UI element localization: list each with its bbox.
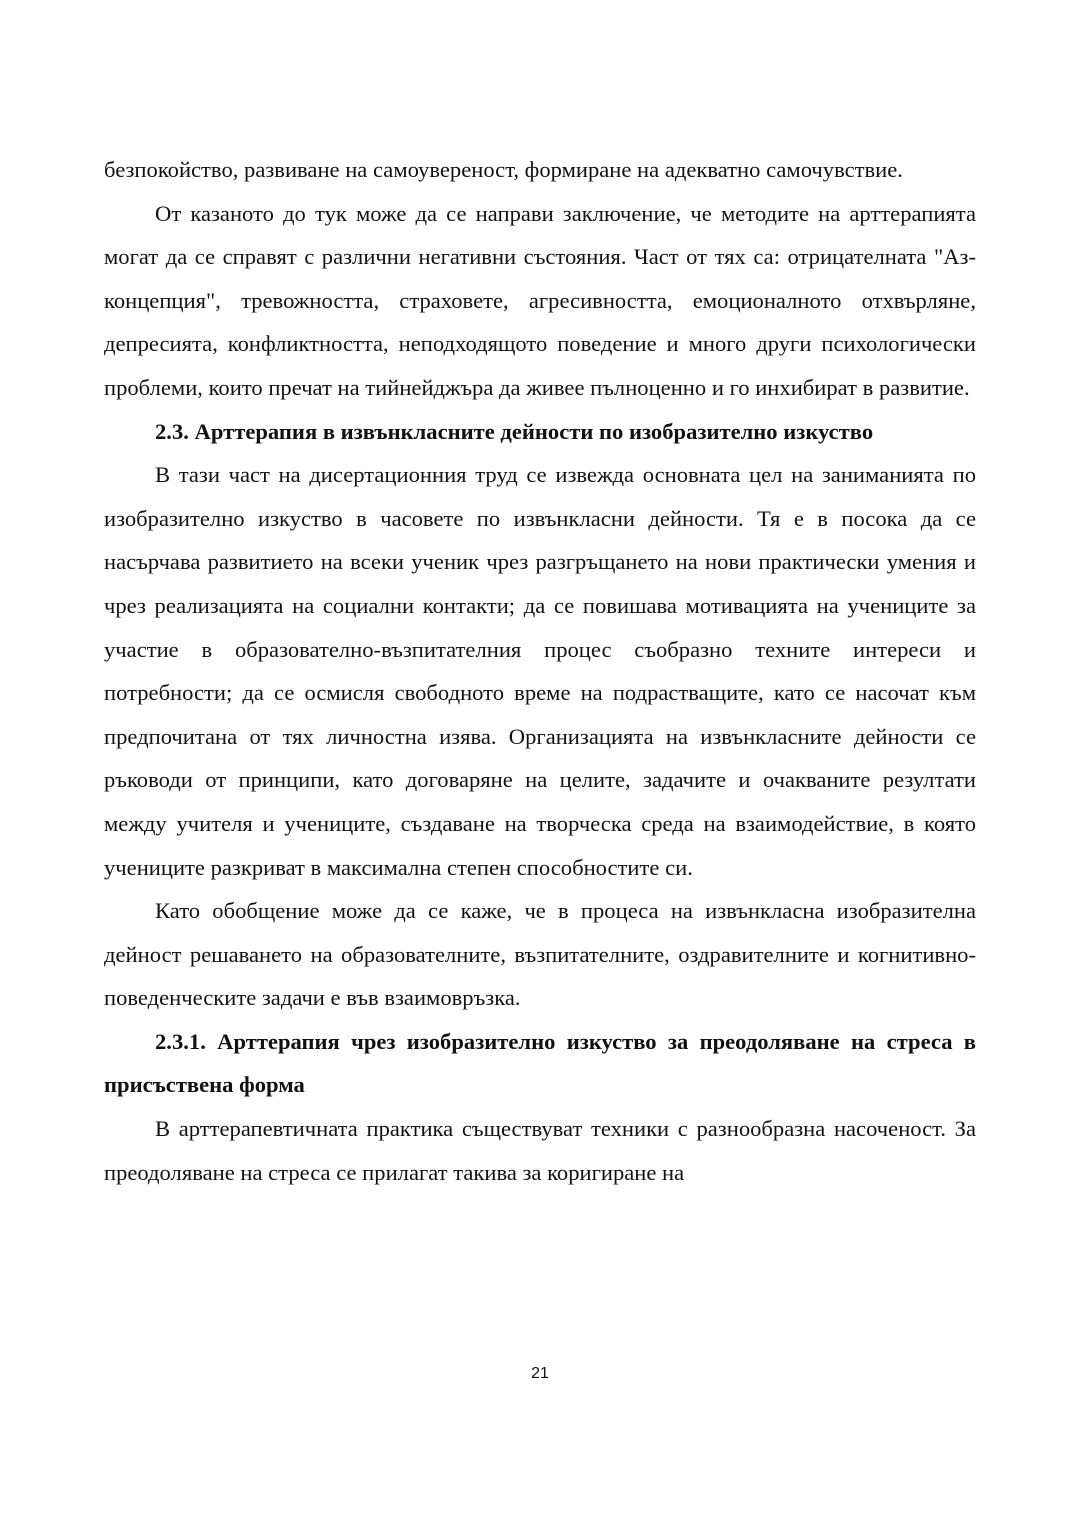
paragraph-techniques: В арттерапевтичната практика съществуват техники с разнообразна насоченост. За преодоляване на стреса се прилагат такива за коригиране на [104, 1116, 976, 1185]
page-number: 21 [531, 1365, 549, 1382]
paragraph-summary: Като обобщение може да се каже, че в процеса на извънкласна изобразителна дейност решаването на образователните, възпитателните, оздравителните и когнитивно-поведенческите задачи е във взаимовръзка. [104, 898, 976, 1011]
paragraph-continued: безпокойство, развиване на самоувереност, формиране на адекватно самочувствие. [104, 157, 903, 182]
section-heading-2-3-1: 2.3.1. Арттерапия чрез изобразително изкуство за преодоляване на стреса в присъствена форма [104, 1028, 976, 1098]
paragraph-conclusion: От казаното до тук може да се направи заключение, че методите на арттерапията могат да се справят с различни негативни състояния. Част от тях са: отрицателната "Аз-концепция", тревожността, страховете, агресивността, емоционалното отхвърляне, депресията, конфликтността, неподходящото поведение и много други психологически проблеми, които пречат на тийнейджъра да живее пълноценно и го инхибират в развитие. [104, 200, 976, 400]
paragraph-section-goal: В тази част на дисертационния труд се извежда основната цел на заниманията по изобразително изкуство в часовете по извънкласни дейности. Тя е в посока да се насърчава развитието на всеки ученик чрез разгръщането на нови практически умения и чрез реализацията на социални контакти; да се повишава мотивацията на учениците за участие в образователно-възпитателния процес съобразно техните интереси и потребности; да се осмисля свободното време на подрастващите, като се насочат към предпочитана от тях личностна изява. Организацията на извънкласните дейности се ръководи от принципи, като договаряне на целите, задачите и очакваните резултати между учителя и учениците, създаване на творческа среда на взаимодействие, в която учениците разкриват в максимална степен способностите си. [104, 462, 976, 880]
page-body [104, 148, 976, 1194]
section-heading-2-3: 2.3. Арттерапия в извънкласните дейности по изобразително изкуство [155, 418, 874, 444]
